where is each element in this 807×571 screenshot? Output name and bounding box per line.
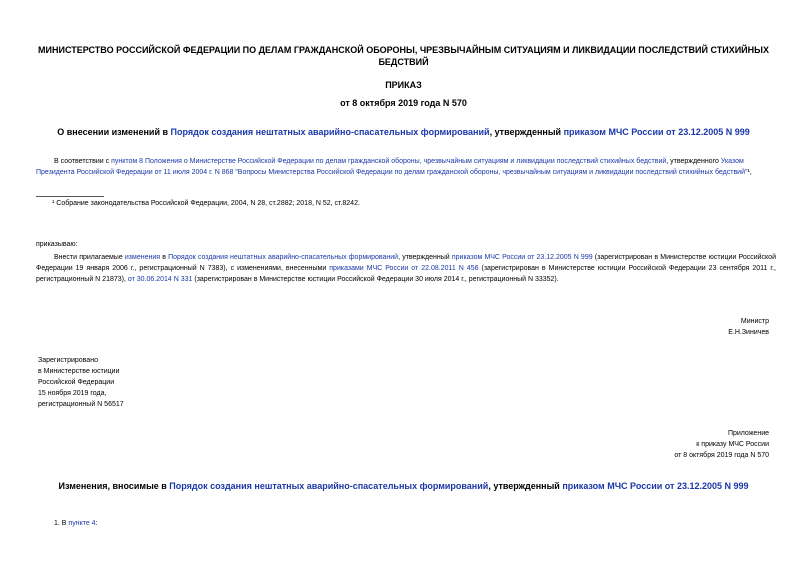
intro-text-2: , утвержденного bbox=[666, 158, 721, 165]
order-body-paragraph bbox=[36, 252, 776, 285]
body-text-3: , утвержденный bbox=[398, 254, 452, 261]
procedure-link-body[interactable]: Порядок создания нештатных аварийно-спасательных формирований bbox=[168, 254, 399, 261]
procedure-link-changes[interactable]: Порядок создания нештатных аварийно-спасательных формирований bbox=[169, 481, 489, 491]
changes-title bbox=[0, 481, 807, 491]
order-331-link[interactable]: от 30.06.2014 N 331 bbox=[127, 276, 193, 283]
intro-text-1: В соответствии с bbox=[54, 158, 112, 165]
appendix-line: от 8 октября 2019 года N 570 bbox=[674, 452, 769, 459]
body-text-2: в bbox=[160, 254, 169, 261]
point-1 bbox=[54, 520, 98, 527]
presidential-decree-link[interactable]: Указом Президента Российской Федерации от 11 июля 2004 г. N 868 "Вопросы Министерства Российской Федерации по делам гражданской обороны, чрезвычайным ситуациям и ликвидации последствий стихийных бедствий" bbox=[36, 158, 748, 176]
body-text-4: (зарегистрирован в Министерстве юстиции Российской Федерации 19 января 2006 г., регистрационный N 7383), с изменениями, внесенными bbox=[36, 254, 776, 272]
registration-line: в Министерстве юстиции bbox=[38, 368, 120, 375]
registration-line: Зарегистрировано bbox=[38, 357, 98, 364]
order-subject bbox=[0, 127, 807, 137]
point-4-link[interactable]: пункте 4 bbox=[68, 520, 96, 527]
body-text-5: (зарегистрирован в Министерстве юстиции Российской Федерации 23 сентября 2011 г., регистрационный N 21873), bbox=[36, 265, 776, 283]
footnote: ¹ Собрание законодательства Российской Федерации, 2004, N 28, ст.2882; 2018, N 52, ст.8242. bbox=[52, 200, 360, 207]
regulation-point-link[interactable]: пунктом 8 Положения о Министерстве Российской Федерации по делам гражданской обороны, чрезвычайным ситуациям и ликвидации последствий стихийных бедствий bbox=[111, 158, 667, 165]
order-directive: приказываю: bbox=[36, 241, 78, 248]
subject-middle: , утвержденный bbox=[489, 127, 564, 137]
signer-name: Е.Н.Зиничев bbox=[728, 329, 769, 336]
appendix-line: Приложение bbox=[727, 430, 769, 437]
signer-position: Министр bbox=[740, 318, 769, 325]
appendix-block bbox=[674, 428, 769, 461]
order-999-link[interactable]: приказом МЧС России от 23.12.2005 N 999 bbox=[563, 127, 750, 137]
changes-middle: , утвержденный bbox=[488, 481, 563, 491]
procedure-link[interactable]: Порядок создания нештатных аварийно-спасательных формирований bbox=[170, 127, 490, 137]
changes-link[interactable]: изменения bbox=[124, 254, 161, 261]
order-heading: ПРИКАЗ bbox=[385, 80, 422, 90]
point-suffix: : bbox=[95, 520, 98, 527]
footnote-divider bbox=[36, 196, 104, 197]
subject-prefix: О внесении изменений в bbox=[57, 127, 171, 137]
registration-block bbox=[38, 355, 124, 410]
body-text-6: (зарегистрирован в Министерстве юстиции Российской Федерации 30 июля 2014 г., регистрационный N 33352). bbox=[192, 276, 559, 283]
order-999-link-body[interactable]: приказом МЧС России от 23.12.2005 N 999 bbox=[451, 254, 593, 261]
order-date: от 8 октября 2019 года N 570 bbox=[340, 98, 467, 108]
signature-block bbox=[728, 316, 769, 338]
ministry-name: МИНИСТЕРСТВО РОССИЙСКОЙ ФЕДЕРАЦИИ ПО ДЕЛАМ ГРАЖДАНСКОЙ ОБОРОНЫ, ЧРЕЗВЫЧАЙНЫМ СИТУАЦИЯМ И ЛИКВИДАЦИИ ПОСЛЕДСТВИЙ СТИХИЙНЫХ БЕДСТВИЙ bbox=[38, 45, 769, 67]
registration-line: Российской Федерации bbox=[38, 379, 115, 386]
registration-line: 15 ноября 2019 года, bbox=[38, 390, 107, 397]
body-text-1: Внести прилагаемые bbox=[54, 254, 125, 261]
order-999-link-changes[interactable]: приказом МЧС России от 23.12.2005 N 999 bbox=[562, 481, 749, 491]
point-prefix: 1. В bbox=[54, 520, 69, 527]
changes-prefix: Изменения, вносимые в bbox=[58, 481, 170, 491]
intro-paragraph bbox=[36, 156, 776, 178]
registration-line: регистрационный N 56517 bbox=[38, 401, 124, 408]
appendix-line: к приказу МЧС России bbox=[696, 441, 769, 448]
footnote-ref: ¹, bbox=[747, 169, 752, 176]
order-456-link[interactable]: приказами МЧС России от 22.08.2011 N 456 bbox=[329, 265, 479, 272]
